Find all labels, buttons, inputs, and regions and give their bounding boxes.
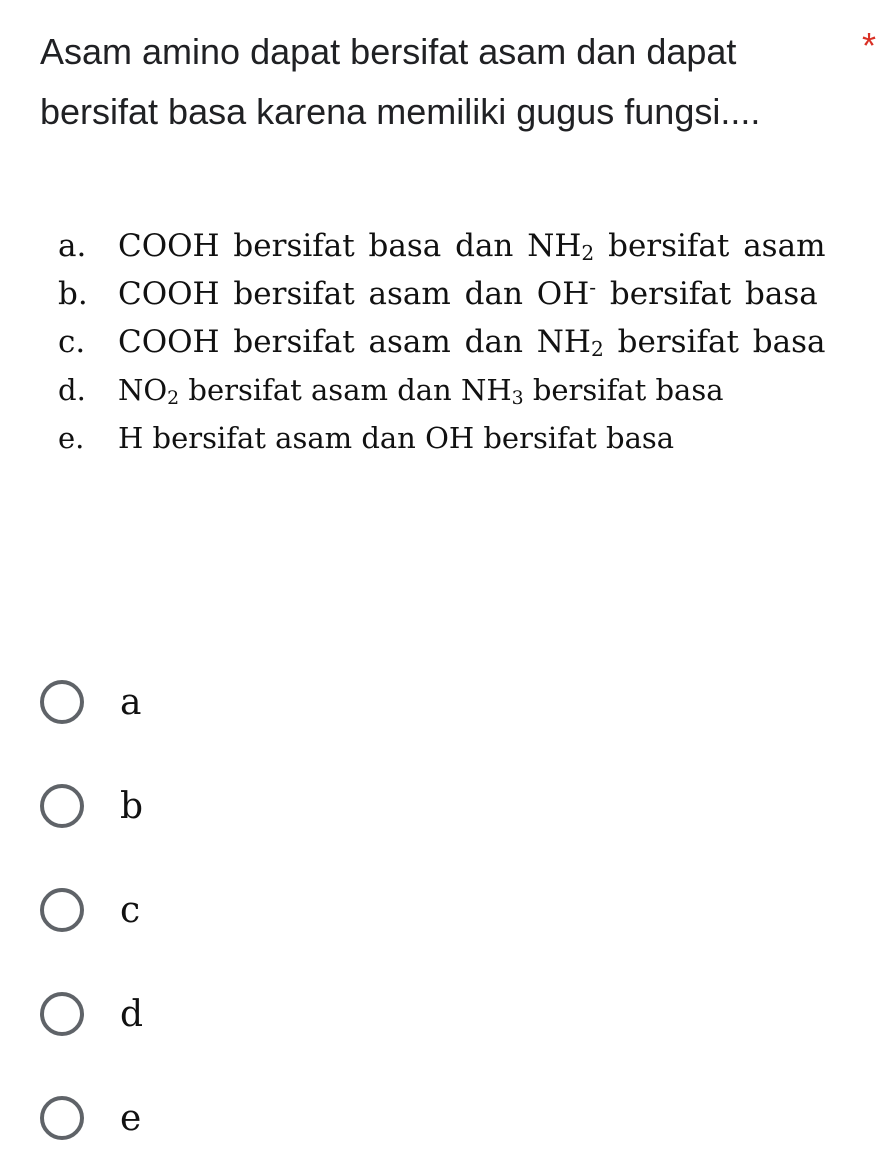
radio-button-icon[interactable] [40, 680, 84, 724]
choice-c[interactable] [40, 858, 143, 962]
statement-letter: d. [58, 373, 86, 407]
radio-button-icon[interactable] [40, 992, 84, 1036]
statement-text: H bersifat asam dan OH bersifat basa [118, 421, 675, 455]
question-title: Asam amino dapat bersifat asam dan dapat bersifat basa karena memiliki gugus fungsi.... [40, 31, 761, 132]
radio-button-icon[interactable] [40, 888, 84, 932]
statement-text: COOH bersifat basa dan $NH_2$ bersifat asam [118, 228, 826, 265]
choice-label[interactable]: a [120, 681, 142, 723]
statement-option-b [58, 270, 848, 318]
statement-option-d [58, 366, 848, 414]
radio-button-icon[interactable] [40, 1096, 84, 1140]
choice-b[interactable] [40, 754, 143, 858]
statement-option-e [58, 414, 848, 462]
statement-text: $NO_2$ bersifat asam dan $NH_3$ bersifat basa [118, 373, 724, 409]
choice-a[interactable] [40, 650, 143, 754]
required-asterisk: * [862, 25, 877, 66]
statement-option-c [58, 318, 848, 366]
choice-label[interactable]: b [120, 785, 144, 827]
statement-option-a [58, 222, 848, 270]
statement-letter: b. [58, 276, 88, 312]
choice-label[interactable]: e [120, 1097, 142, 1139]
options-statement-block [58, 222, 848, 462]
statement-text: COOH bersifat asam dan $NH_2$ bersifat basa [118, 324, 826, 361]
statement-text: COOH bersifat asam dan OH- bersifat basa [118, 275, 818, 312]
statement-letter: e. [58, 421, 85, 455]
choice-label[interactable]: d [120, 993, 144, 1035]
statement-letter: a. [58, 228, 87, 264]
radio-button-icon[interactable] [40, 784, 84, 828]
choice-d[interactable] [40, 962, 143, 1066]
statement-letter: c. [58, 324, 86, 360]
radio-group [40, 650, 143, 1170]
choice-label[interactable]: c [120, 889, 141, 931]
choice-e[interactable] [40, 1066, 143, 1170]
